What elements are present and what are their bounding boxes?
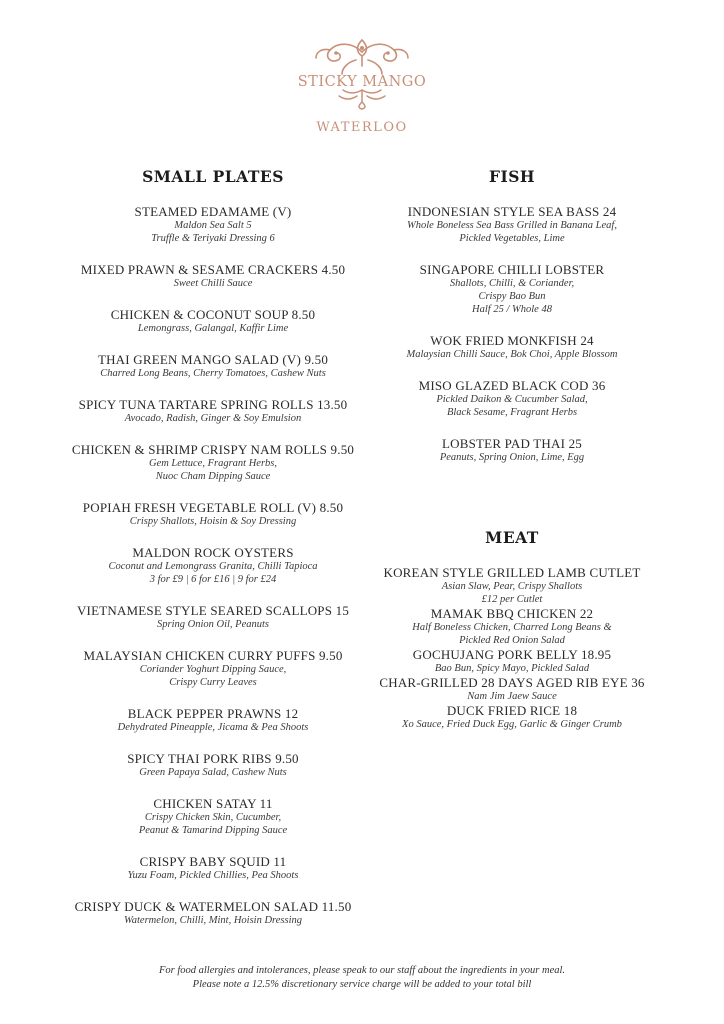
ornament-bottom-icon — [327, 88, 397, 110]
menu-item-name: MALDON ROCK OYSTERS — [132, 545, 294, 560]
menu-item-description: Truffle & Teriyaki Dressing 6 — [151, 233, 275, 244]
menu-item-description: Pickled Vegetables, Lime — [459, 233, 565, 244]
menu-item-description: Crispy Chicken Skin, Cucumber, — [144, 812, 282, 823]
menu-item-description: Crispy Bao Bun — [478, 291, 546, 302]
menu-item-name: VIETNAMESE STYLE SEARED SCALLOPS 15 — [76, 603, 350, 618]
menu-item — [58, 706, 368, 734]
menu-item — [58, 262, 368, 290]
menu-item — [58, 352, 368, 380]
menu-item — [362, 333, 662, 361]
menu-item-description: Half 25 / Whole 48 — [472, 304, 552, 315]
menu-item-description: Charred Long Beans, Cherry Tomatoes, Cashew Nuts — [100, 368, 326, 379]
menu-item-description: Black Sesame, Fragrant Herbs — [446, 407, 578, 418]
menu-item-name: CRISPY DUCK & WATERMELON SALAD 11.50 — [74, 899, 352, 914]
menu-item — [58, 307, 368, 335]
menu-item-description: Sweet Chilli Sauce — [173, 278, 253, 289]
menu-item-description: Gem Lettuce, Fragrant Herbs, — [148, 458, 278, 469]
menu-item — [362, 378, 662, 419]
menu-item-description: £12 per Cutlet — [481, 594, 543, 605]
menu-item-description: Bao Bun, Spicy Mayo, Pickled Salad — [434, 663, 590, 674]
menu-item-name: KOREAN STYLE GRILLED LAMB CUTLET — [383, 565, 641, 580]
menu-item — [58, 751, 368, 779]
menu-item — [362, 647, 662, 675]
menu-item-description: Shallots, Chilli, & Coriander, — [449, 278, 575, 289]
menu-item-name: MISO GLAZED BLACK COD 36 — [418, 378, 606, 393]
menu-item — [362, 204, 662, 245]
menu-item — [362, 703, 662, 731]
fish-list — [362, 204, 662, 464]
menu-item — [58, 899, 368, 927]
service-charge-note: Please note a 12.5% discretionary service charge will be added to your total bill — [192, 979, 532, 990]
menu-item — [362, 606, 662, 647]
menu-item — [58, 442, 368, 483]
menu-item-name: MAMAK BBQ CHICKEN 22 — [430, 606, 594, 621]
menu-item — [362, 436, 662, 464]
allergy-note: For food allergies and intolerances, please speak to our staff about the ingredients in your meal. — [158, 965, 566, 976]
menu-item-description: Avocado, Radish, Ginger & Soy Emulsion — [124, 413, 302, 424]
menu-item-name: LOBSTER PAD THAI 25 — [442, 436, 582, 451]
menu-item-name: CHICKEN & COCONUT SOUP 8.50 — [110, 307, 316, 322]
menu-item-description: Coriander Yoghurt Dipping Sauce, — [139, 664, 287, 675]
menu-item-description: Yuzu Foam, Pickled Chillies, Pea Shoots — [127, 870, 299, 881]
logo — [0, 36, 724, 135]
menu-item-name: SPICY THAI PORK RIBS 9.50 — [127, 751, 299, 766]
menu-item-description: 3 for £9 | 6 for £16 | 9 for £24 — [149, 574, 277, 585]
menu-item-name: STEAMED EDAMAME (V) — [134, 204, 292, 219]
menu-item-description: Lemongrass, Galangal, Kaffir Lime — [137, 323, 289, 334]
menu-item-description: Asian Slaw, Pear, Crispy Shallots — [441, 581, 583, 592]
menu-item — [58, 500, 368, 528]
menu-item-description: Pickled Red Onion Salad — [459, 635, 565, 646]
menu-item — [58, 204, 368, 245]
menu-item-name: CHAR-GRILLED 28 DAYS AGED RIB EYE 36 — [379, 675, 645, 690]
menu-item-description: Half Boneless Chicken, Charred Long Beans & — [412, 622, 612, 633]
brand-name: STICKY MANGO — [297, 74, 427, 90]
menu-item-description: Xo Sauce, Fried Duck Egg, Garlic & Ginger Crumb — [402, 719, 622, 730]
meat-list — [362, 565, 662, 731]
menu-item-description: Watermelon, Chilli, Mint, Hoisin Dressing — [123, 915, 303, 926]
menu-item-name: CRISPY BABY SQUID 11 — [139, 854, 287, 869]
menu-item-description: Maldon Sea Salt 5 — [174, 220, 252, 231]
menu-item-name: INDONESIAN STYLE SEA BASS 24 — [407, 204, 617, 219]
meat-section — [362, 528, 662, 731]
menu-item-description: Crispy Shallots, Hoisin & Soy Dressing — [129, 516, 297, 527]
menu-item-description: Peanut & Tamarind Dipping Sauce — [138, 825, 288, 836]
menu-item — [58, 854, 368, 882]
menu-item-name: WOK FRIED MONKFISH 24 — [430, 333, 594, 348]
menu-item — [58, 603, 368, 631]
menu-item-name: GOCHUJANG PORK BELLY 18.95 — [412, 647, 612, 662]
brand-location: WATERLOO — [316, 120, 408, 135]
menu-item — [362, 675, 662, 703]
menu-item-name: SPICY TUNA TARTARE SPRING ROLLS 13.50 — [78, 397, 348, 412]
menu-item-description: Crispy Curry Leaves — [169, 677, 257, 688]
menu-item-description: Peanuts, Spring Onion, Lime, Egg — [439, 452, 585, 463]
footer-note — [0, 964, 724, 992]
menu-item — [58, 397, 368, 425]
small-plates-list — [58, 204, 368, 927]
menu-item-description: Malaysian Chilli Sauce, Bok Choi, Apple Blossom — [406, 349, 618, 360]
menu-item-description: Pickled Daikon & Cucumber Salad, — [436, 394, 588, 405]
fish-section — [362, 167, 662, 481]
menu-item-description: Whole Boneless Sea Bass Grilled in Banana Leaf, — [407, 220, 617, 231]
menu-item-name: SINGAPORE CHILLI LOBSTER — [419, 262, 605, 277]
menu-item-name: DUCK FRIED RICE 18 — [446, 703, 578, 718]
menu-item — [362, 262, 662, 316]
menu-item — [58, 545, 368, 586]
menu-item-description: Spring Onion Oil, Peanuts — [157, 619, 269, 630]
menu-item — [58, 648, 368, 689]
section-title: MEAT — [485, 528, 539, 547]
menu-item-description: Dehydrated Pineapple, Jicama & Pea Shoots — [117, 722, 309, 733]
menu-item — [362, 565, 662, 606]
menu-item-name: CHICKEN & SHRIMP CRISPY NAM ROLLS 9.50 — [71, 442, 355, 457]
menu-item-description: Coconut and Lemongrass Granita, Chilli Tapioca — [108, 561, 318, 572]
menu-item-name: POPIAH FRESH VEGETABLE ROLL (V) 8.50 — [82, 500, 344, 515]
menu-item-name: BLACK PEPPER PRAWNS 12 — [127, 706, 299, 721]
menu-item-name: MALAYSIAN CHICKEN CURRY PUFFS 9.50 — [83, 648, 343, 663]
menu-item-description: Green Papaya Salad, Cashew Nuts — [139, 767, 287, 778]
ornament-icon — [312, 36, 412, 78]
menu-item-description: Nam Jim Jaew Sauce — [467, 691, 557, 702]
menu-item-name: MIXED PRAWN & SESAME CRACKERS 4.50 — [80, 262, 346, 277]
menu-item-name: THAI GREEN MANGO SALAD (V) 9.50 — [97, 352, 329, 367]
menu-item-description: Nuoc Cham Dipping Sauce — [155, 471, 271, 482]
menu-item-name: CHICKEN SATAY 11 — [153, 796, 273, 811]
small-plates-section — [58, 167, 368, 944]
section-title: SMALL PLATES — [142, 167, 284, 186]
menu-item — [58, 796, 368, 837]
section-title: FISH — [488, 167, 536, 186]
